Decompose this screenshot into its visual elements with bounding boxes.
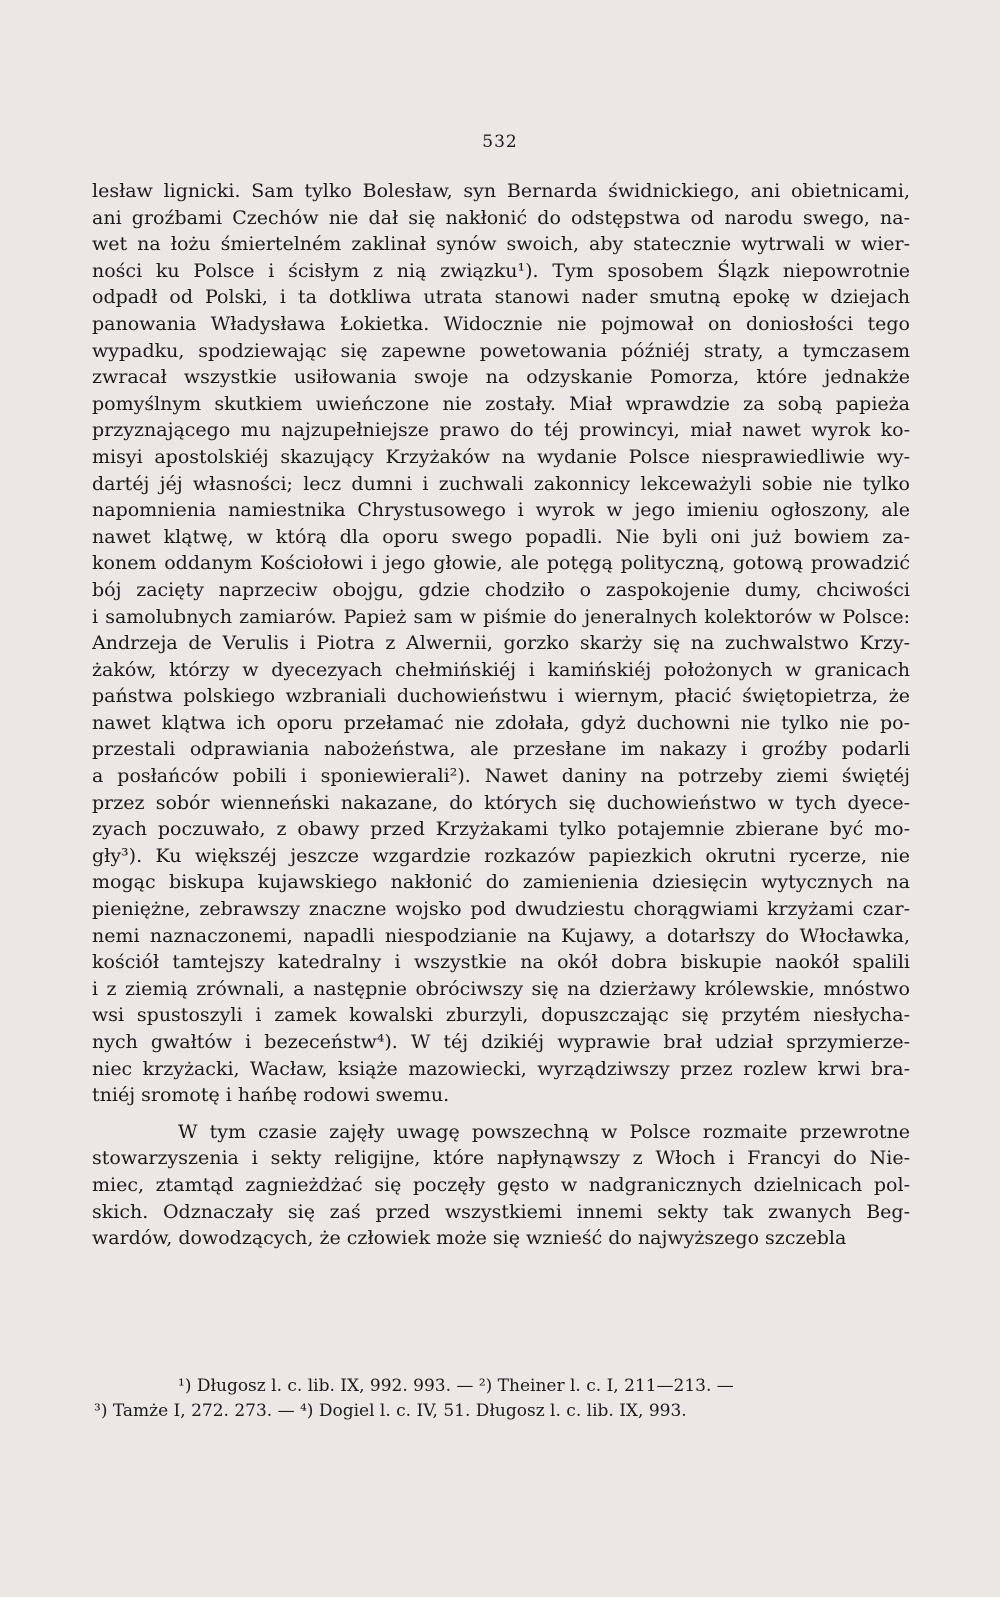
text-line: gły³). Ku większéj jeszcze wzgardzie rozkazów papiezkich okrutni rycerze, nie <box>92 844 910 867</box>
text-line: bój zacięty naprzeciw obojgu, gdzie chodziło o zaspokojenie dumy, chciwości <box>92 578 910 601</box>
text-line: lesław lignicki. Sam tylko Bolesław, syn Bernarda świdnickiego, ani obietnicami, <box>92 180 910 202</box>
text-line: żaków, którzy w dyecezyach chełmińskiéj i kamińskiéj położonych w granicach <box>92 658 910 681</box>
text-line: wsi spustoszyli i zamek kowalski zburzyli, dopuszczając się przytém niesłycha- <box>92 1004 910 1027</box>
text-line: kościół tamtejszy katedralny i wszystkie na okół dobra biskupie naokół spalili <box>92 951 910 974</box>
text-line: i samolubnych zamiarów. Papież sam w piśmie do jeneralnych kolektorów w Polsce: <box>92 605 910 628</box>
text-line: nemi naznaczonemi, napadli niespodzianie na Kujawy, a dotarłszy do Włocławka, <box>92 924 910 947</box>
text-line: nawet klątwę, w którą dla oporu swego popadli. Nie byli oni już bowiem za- <box>92 525 910 548</box>
text-line: pomyślnym skutkiem uwieńczone nie zostały. Miał wprawdzie za sobą papieża <box>92 392 910 415</box>
text-line: przez sobór wienneński nakazane, do których się duchowieństwo w tych dyece- <box>92 791 910 814</box>
text-line: wardów, dowodzących, że człowiek może się wznieść do najwyższego szczebla <box>92 1227 847 1250</box>
page-number: 532 <box>482 132 518 152</box>
paragraph-gap <box>92 1109 910 1119</box>
paragraph-1 <box>92 178 910 1109</box>
text-line: panowania Władysława Łokietka. Widocznie nie pojmował on doniosłości tego <box>92 312 910 335</box>
text-line: pieniężne, zebrawszy znaczne wojsko pod dwudziestu chorągwiami krzyżami czar- <box>92 898 910 921</box>
text-line: przestali odprawiania nabożeństwa, ale przesłane im nakazy i groźby podarli <box>92 738 910 761</box>
text-line: Andrzeja de Verulis i Piotra z Alwernii, gorzko skarży się na zuchwalstwo Krzy- <box>92 632 910 655</box>
text-line: skich. Odznaczały się zaś przed wszystkiemi innemi sekty tak zwanych Beg- <box>92 1200 910 1223</box>
text-line: miec, ztamtąd zagnieżdżać się poczęły gęsto w nadgranicznych dzielnicach pol- <box>92 1173 910 1196</box>
text-line: zyach poczuwało, z obawy przed Krzyżakami tylko potajemnie zbierane być mo- <box>92 818 910 841</box>
footnote-line: ³) Tamże I, 272. 273. — ⁴) Dogiel l. c. IV, 51. Długosz l. c. lib. IX, 993. <box>94 1401 687 1421</box>
text-line: dartéj jéj własności; lecz dumni i zuchwali zakonnicy lekceważyli sobie nie tylko <box>92 472 910 495</box>
paragraph-2 <box>92 1119 910 1252</box>
text-line: nych gwałtów i bezeceństw⁴). W téj dzikiéj wyprawie brał udział sprzymierze- <box>92 1031 910 1053</box>
text-line: przyznającego mu najzupełniejsze prawo do téj prowincyi, miał nawet wyrok ko- <box>92 419 910 442</box>
text-line: W tym czasie zajęły uwagę powszechną w Polsce rozmaite przewrotne <box>178 1120 910 1143</box>
text-line: wypadku, spodziewając się zapewne powetowania późniéj straty, a tymczasem <box>92 339 910 362</box>
text-line: państwa polskiego wzbraniali duchowieństwu i wiernym, płacić świętopietrza, że <box>92 685 910 708</box>
text-line: wet na łożu śmiertelném zaklinał synów swoich, aby statecznie wytrwali w wier- <box>92 233 910 256</box>
text-line: a posłańców pobili i sponiewierali²). Nawet daniny na potrzeby ziemi świętéj <box>92 765 910 788</box>
text-line: ności ku Polsce i ścisłym z nią związku¹). Tym sposobem Ślązk niepowrotnie <box>92 259 910 282</box>
text-line: mogąc biskupa kujawskiego nakłonić do zamienienia dziesięcin wytycznych na <box>92 871 910 894</box>
text-line: misyi apostolskiéj skazujący Krzyżaków na wydanie Polsce niesprawiedliwie wy- <box>92 445 910 468</box>
text-line: niec krzyżacki, Wacław, książe mazowiecki, wyrządziwszy przez rozlew krwi bra- <box>92 1057 910 1080</box>
text-line: zwracał wszystkie usiłowania swoje na odzyskanie Pomorza, które jednakże <box>92 366 910 389</box>
footnotes <box>90 1374 912 1424</box>
text-line: stowarzyszenia i sekty religijne, które napłynąwszy z Włoch i Francyi do Nie- <box>92 1147 910 1170</box>
text-line: tniéj sromotę i hańbę rodowi swemu. <box>92 1084 450 1107</box>
text-line: nawet klątwa ich oporu przełamać nie zdołała, gdyż duchowni nie tylko nie po- <box>92 711 910 734</box>
body-text <box>92 178 910 1252</box>
footnote-line: ¹) Długosz l. c. lib. IX, 992. 993. — ²) Theiner l. c. I, 211—213. — <box>178 1376 734 1396</box>
text-line: i z ziemią zrównali, a następnie obróciwszy się na dzierżawy królewskie, mnóstwo <box>92 977 910 1000</box>
text-line: napomnienia namiestnika Chrystusowego i wyrok w jego imieniu ogłoszony, ale <box>92 499 910 522</box>
text-line: ani groźbami Czechów nie dał się nakłonić do odstępstwa od narodu swego, na- <box>92 206 910 229</box>
text-line: konem oddanym Kościołowi i jego głowie, ale potęgą polityczną, gotową prowadzić <box>92 552 910 575</box>
text-line: odpadł od Polski, i ta dotkliwa utrata stanowi nader smutną epokę w dziejach <box>92 286 910 309</box>
